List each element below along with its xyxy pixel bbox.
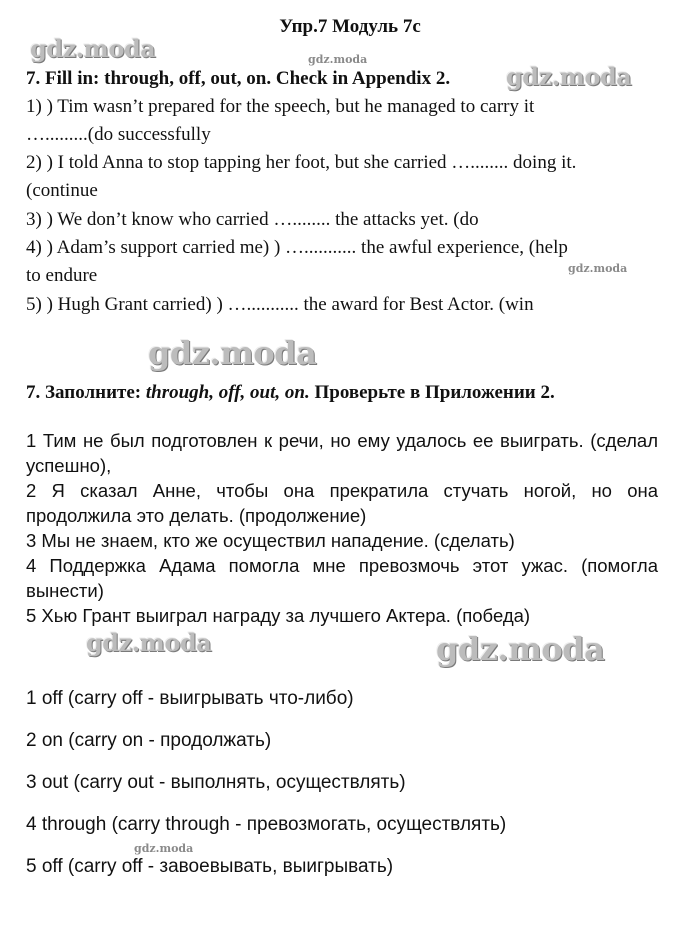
watermark-logo: gdz.moda bbox=[568, 262, 628, 275]
english-line: 5) ) Hugh Grant carried) ) …........... the award for Best Actor. (win bbox=[26, 294, 534, 315]
answer-item: 1 off (carry off - выигрывать что-либо) bbox=[26, 688, 354, 709]
russian-item: 5 Хью Грант выиграл награду за лучшего Актера. (победа) bbox=[26, 605, 531, 626]
answer-item: 3 out (carry out - выполнять, осуществлять) bbox=[26, 772, 406, 793]
watermark-logo: gdz.moda bbox=[436, 630, 605, 668]
english-line: 2) ) I told Anna to stop tapping her foot, but she carried …........ doing it. bbox=[26, 152, 577, 173]
russian-item: 4 Поддержка Адама помогла мне превозмочь этот ужас. (помогла вынести) bbox=[26, 555, 658, 601]
answer-item: 4 through (carry through - превозмогать, осуществлять) bbox=[26, 814, 507, 835]
english-line: 3) ) We don’t know who carried …........ the attacks yet. (do bbox=[26, 209, 479, 230]
english-heading: 7. Fill in: through, off, out, on. Check in Appendix 2. bbox=[26, 68, 451, 89]
english-line: to endure bbox=[26, 265, 98, 286]
english-line: 4) ) Adam’s support carried me) ) …........... the awful experience, (help bbox=[26, 237, 568, 258]
english-line: ….........(do successfully bbox=[26, 124, 211, 145]
russian-item: 1 Тим не был подготовлен к речи, но ему удалось ее выиграть. (сделал успешно), bbox=[26, 430, 658, 476]
russian-item: 3 Мы не знаем, кто же осуществил нападение. (сделать) bbox=[26, 530, 515, 551]
russian-heading-suffix: Проверьте в Приложении 2. bbox=[309, 382, 555, 403]
russian-heading bbox=[26, 382, 555, 404]
russian-item: 2 Я сказал Анне, чтобы она прекратила стучать ногой, но она продолжила это делать. (продолжение) bbox=[26, 480, 658, 526]
watermark-logo: gdz.moda bbox=[86, 628, 212, 657]
english-line: 1) ) Tim wasn’t prepared for the speech, but he managed to carry it bbox=[26, 96, 535, 117]
watermark-logo: gdz.moda bbox=[134, 842, 194, 855]
russian-heading-prefix: 7. Заполните: bbox=[26, 382, 146, 403]
watermark-logo: gdz.moda bbox=[308, 53, 368, 66]
answer-item: 2 on (carry on - продолжать) bbox=[26, 730, 272, 751]
english-line: (continue bbox=[26, 180, 98, 201]
answer-item: 5 off (carry off - завоевывать, выигрывать) bbox=[26, 856, 394, 877]
russian-heading-words: through, off, out, on. bbox=[145, 382, 310, 403]
watermark-logo: gdz.moda bbox=[148, 334, 317, 372]
page-title: Упр.7 Модуль 7c bbox=[279, 16, 421, 37]
watermark-logo: gdz.moda bbox=[30, 34, 156, 63]
watermark-logo: gdz.moda bbox=[506, 62, 632, 91]
